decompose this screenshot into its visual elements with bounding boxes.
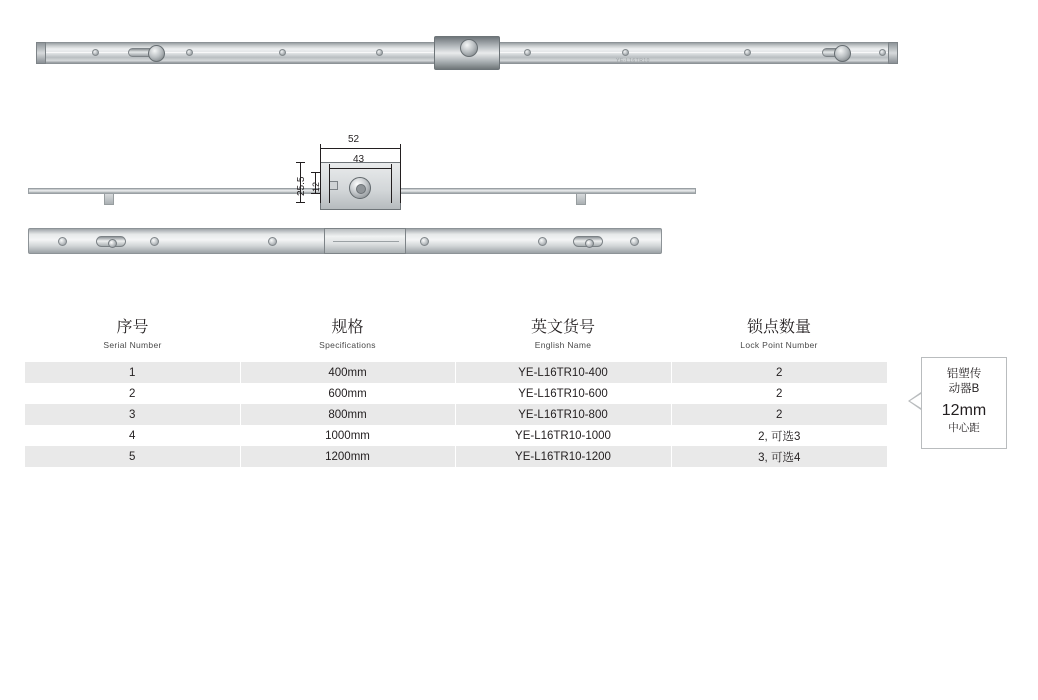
mounting-hole <box>538 237 547 246</box>
cell-english-name: YE-L16TR10-400 <box>455 362 671 383</box>
bar-endcap-left <box>36 42 46 64</box>
screw-hole <box>622 49 629 56</box>
callout-center-distance: 12mm <box>941 402 987 419</box>
callout-line-3: 中心距 <box>948 422 980 434</box>
cell-english-name: YE-L16TR10-1200 <box>455 446 671 467</box>
column-header-cn: 序号 <box>116 319 149 336</box>
extension-line <box>400 148 401 203</box>
cell-lock-point-number: 2 <box>671 383 887 404</box>
cell-specification: 1200mm <box>240 446 455 467</box>
gearbox-cylinder-hole <box>349 177 371 199</box>
dim-line-52 <box>320 148 401 149</box>
column-header-serial-number <box>25 313 240 362</box>
screw-hole <box>879 49 886 56</box>
column-header-en: Specifications <box>319 340 376 350</box>
mounting-hole <box>630 237 639 246</box>
lock-bar-plan-view <box>28 228 662 254</box>
column-header-english-name <box>455 313 671 362</box>
table-row <box>25 362 887 383</box>
cell-serial-number: 3 <box>25 404 240 425</box>
column-header-lock-point-number <box>671 313 887 362</box>
column-header-cn: 规格 <box>331 319 364 336</box>
cell-serial-number: 5 <box>25 446 240 467</box>
dim-label-43: 43 <box>353 154 365 165</box>
dim-tick <box>311 172 320 173</box>
lock-cam-left <box>148 45 165 62</box>
column-header-en: Lock Point Number <box>740 340 818 350</box>
rail-tab-left <box>104 194 114 205</box>
table-row <box>25 404 887 425</box>
screw-hole <box>524 49 531 56</box>
cell-lock-point-number: 2 <box>671 362 887 383</box>
cell-serial-number: 4 <box>25 425 240 446</box>
screw-hole <box>279 49 286 56</box>
product-callout <box>921 357 1007 449</box>
screw-hole <box>92 49 99 56</box>
mounting-hole <box>420 237 429 246</box>
column-header-specifications <box>240 313 455 362</box>
extension-line <box>329 168 330 203</box>
mounting-hole <box>268 237 277 246</box>
cell-lock-point-number: 2 <box>671 404 887 425</box>
table-row <box>25 425 887 446</box>
cell-english-name: YE-L16TR10-800 <box>455 404 671 425</box>
cell-english-name: YE-L16TR10-600 <box>455 383 671 404</box>
table-row <box>25 446 887 467</box>
lock-cam-right <box>834 45 851 62</box>
specification-table <box>25 313 887 467</box>
gearbox-spindle-top <box>460 39 478 57</box>
screw-hole <box>186 49 193 56</box>
column-header-en: English Name <box>534 340 592 350</box>
cell-specification: 1000mm <box>240 425 455 446</box>
column-header-cn: 英文货号 <box>530 319 595 336</box>
callout-arrow-icon <box>908 392 921 410</box>
cell-english-name: YE-L16TR10-1000 <box>455 425 671 446</box>
screw-hole <box>376 49 383 56</box>
callout-line-1: 铝塑传 <box>946 368 982 380</box>
callout-line-2: 动器B <box>948 383 980 395</box>
screw-hole <box>744 49 751 56</box>
extension-line <box>391 168 392 203</box>
column-header-en: Serial Number <box>103 340 162 350</box>
bar-endcap-right <box>888 42 898 64</box>
rail-tab-right <box>576 194 586 205</box>
table-header-row <box>25 313 887 362</box>
extension-line <box>320 148 321 203</box>
dim-line-43 <box>329 168 392 169</box>
product-drawings <box>0 0 1038 290</box>
mounting-hole <box>58 237 67 246</box>
cell-serial-number: 2 <box>25 383 240 404</box>
mounting-hole <box>150 237 159 246</box>
cell-lock-point-number: 2, 可选3 <box>671 425 887 446</box>
cell-specification: 400mm <box>240 362 455 383</box>
table-row <box>25 383 887 404</box>
gearbox-side <box>320 162 401 210</box>
gearbox-plan <box>324 228 406 254</box>
engraved-mark: YE-L16TR10 <box>616 58 650 64</box>
dim-label-52: 52 <box>348 134 360 145</box>
lock-bar-side-view <box>28 180 696 210</box>
dim-tick <box>311 193 320 194</box>
dim-tick <box>296 162 305 163</box>
cell-specification: 800mm <box>240 404 455 425</box>
cell-specification: 600mm <box>240 383 455 404</box>
lock-point <box>573 236 603 247</box>
lock-bar-top-view <box>36 36 898 70</box>
lock-point <box>96 236 126 247</box>
gearbox-square-port <box>329 181 338 190</box>
dim-label-12: 12 <box>311 181 321 192</box>
dim-tick <box>296 202 305 203</box>
cell-serial-number: 1 <box>25 362 240 383</box>
dim-label-25-5: 25.5 <box>296 176 307 196</box>
cell-lock-point-number: 3, 可选4 <box>671 446 887 467</box>
column-header-cn: 锁点数量 <box>746 319 811 336</box>
